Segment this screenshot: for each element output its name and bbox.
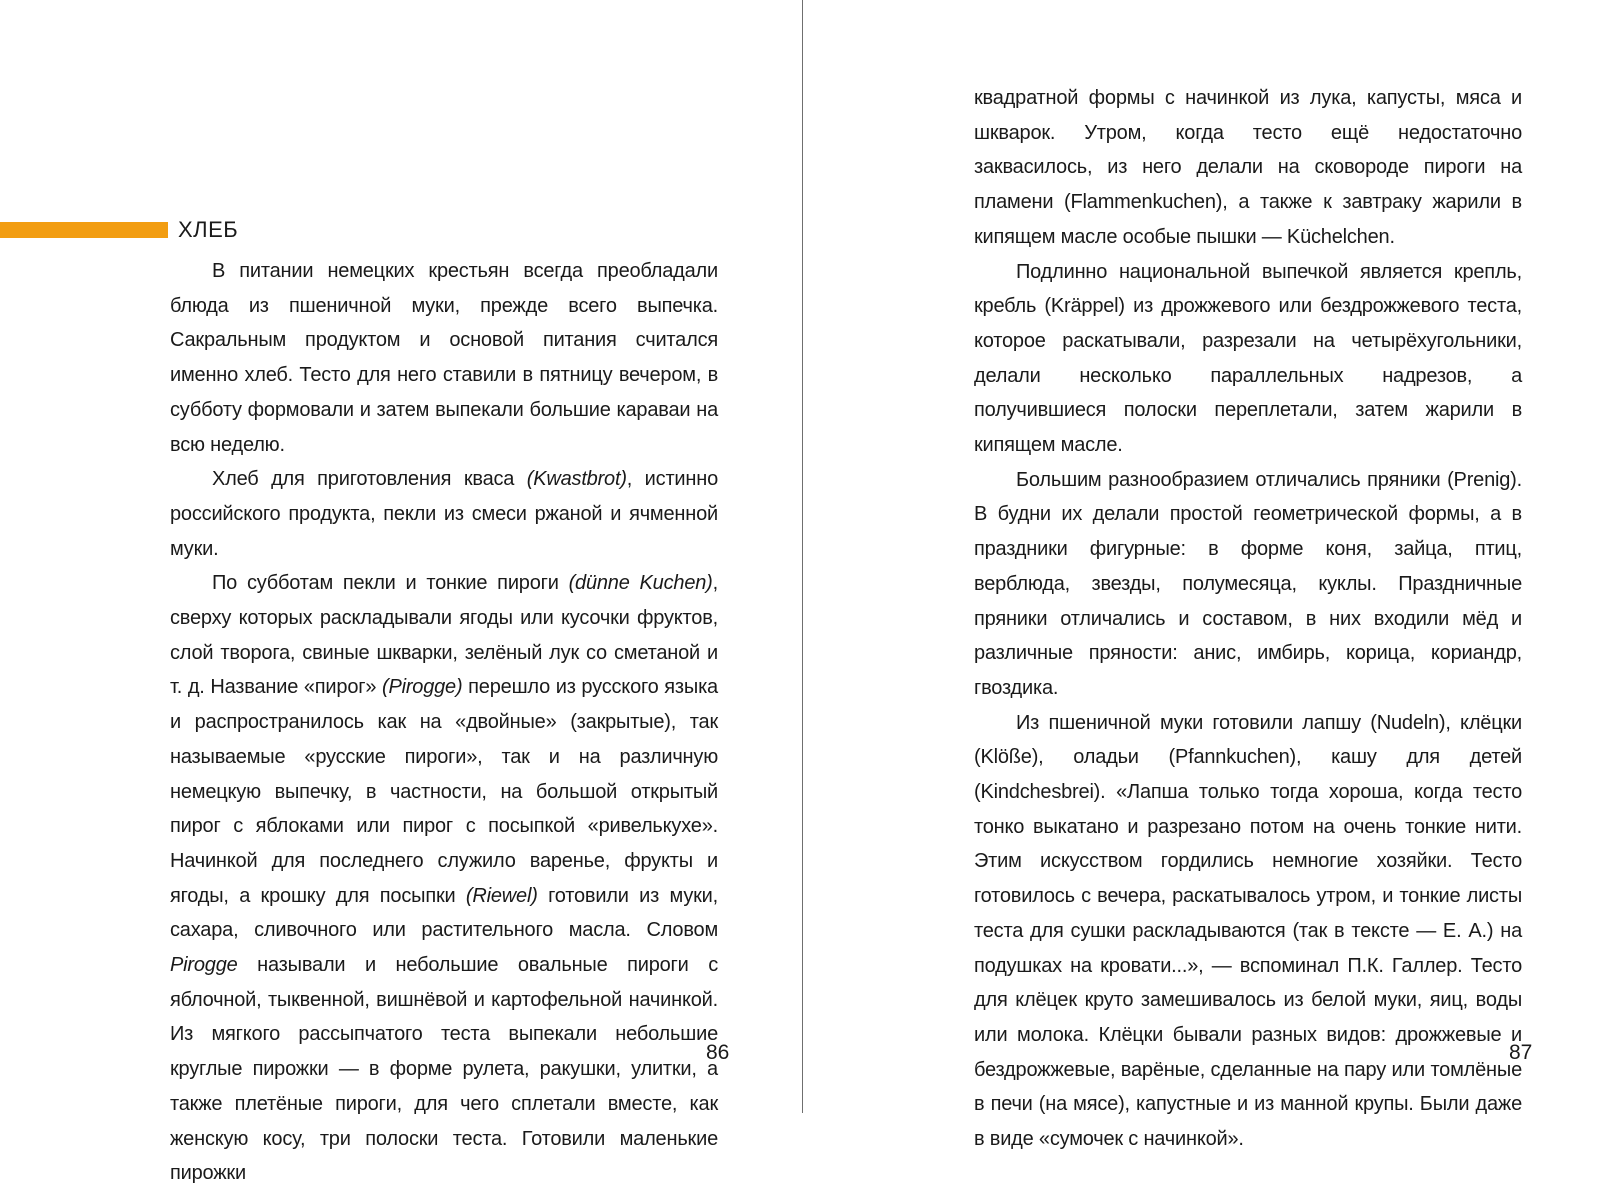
german-term: (Kwastbrot) (526, 468, 627, 491)
paragraph: Большим разнообразием отличались пряники (Prenig). В будни их делали простой геометрической формы, а в праздники фигурные: в форме коня, зайца, птиц, верблюда, звезды, полумесяца, куклы. Праздничные пряники отличались и составом, в них входили мёд и различные пряности: анис, имбирь, корица, кориандр, гвоздика. (974, 468, 1522, 699)
page-number: 86 (706, 1041, 730, 1064)
paragraph: В питании немецких крестьян всегда преобладали блюда из пшеничной муки, прежде всего выпечка. Сакральным продуктом и основой питания считался именно хлеб. Тесто для него ставили в пятницу вечером, в субботу формовали и затем выпекали большие караваи на всю неделю. (170, 260, 718, 456)
section-heading: ХЛЕБ (178, 217, 239, 242)
left-body-text (170, 254, 718, 1191)
heading-accent-bar (0, 222, 168, 238)
german-term: Pirogge (170, 954, 238, 977)
paragraph: Хлеб для приготовления кваса (Kwastbrot), истинно российского продукта, пекли из смеси ржаной и ячменной муки. (170, 468, 718, 560)
page-number: 87 (1509, 1041, 1533, 1064)
paragraph: По субботам пекли и тонкие пироги (dünne Kuchen), сверху которых раскладывали ягоды или кусочки фруктов, слой творога, свиные шкварки, зелёный лук со сметаной и т. д. Название «пирог» (Pirogge) перешло из русского языка и распространилось как на «двойные» (закрытые), так называемые «русские пироги», так и на различную немецкую выпечку, в частности, на большой открытый пирог с яблоками или пирог с посыпкой «ривелькухе». Начинкой для последнего служило варенье, фрукты и ягоды, а крошку для посыпки (Riewel) готовили из муки, сахара, сливочного или растительного масла. Словом Pirogge называли и небольшие овальные пироги с яблочной, тыквенной, вишнёвой и картофельной начинкой. Из мягкого рассыпчатого теста выпекали небольшие круглые пирожки — в форме рулета, ракушки, улитки, а также плетёные пироги, для чего сплетали вместе, как женскую косу, три полоски теста. Готовили маленькие пирожки (170, 572, 718, 1185)
left-page (0, 0, 802, 1185)
german-term: (dünne Kuchen) (568, 572, 713, 595)
german-term: (Pirogge) (381, 676, 463, 699)
paragraph: Подлинно национальной выпечкой является крепль, кребль (Kräppel) из дрожжевого или бездрожжевого теста, которое раскатывали, разрезали на четырёхугольники, делали несколько параллельных надрезов, а получившиеся полоски переплетали, затем жарили в кипящем масле. (974, 260, 1522, 457)
right-body-text (974, 81, 1522, 1157)
german-term: (Riewel) (465, 884, 538, 907)
right-page (803, 0, 1600, 1151)
paragraph-continued: квадратной формы с начинкой из лука, капусты, мяса и шкварок. Утром, когда тесто ещё недостаточно заквасилось, из него делали на сковороде пироги на пламени (Flammenkuchen), а также к завтраку жарили в кипящем масле особые пышки — Küchelchen. (974, 87, 1522, 248)
paragraph: Из пшеничной муки готовили лапшу (Nudeln), клёцки (Klöße), оладьи (Pfannkuchen), кашу для детей (Kindchesbrei). «Лапша только тогда хороша, когда тесто тонко выкатано и разрезано потом на очень тонкие нити. Этим искусством гордились немногие хозяйки. Тесто готовилось с вечера, раскатывалось утром, и тонкие листы теста для сушки раскладываются (так в тексте — Е. А.) на подушках на кровати...», — вспоминал П.К. Галлер. Тесто для клёцек круто замешивалось из белой муки, яиц, воды или молока. Клёцки бывали разных видов: дрожжевые и бездрожжевые, варёные, сделанные на пару или томлёные в печи (на мясе), капустные и из манной крупы. Были даже в виде «сумочек с начинкой». (974, 711, 1522, 1151)
